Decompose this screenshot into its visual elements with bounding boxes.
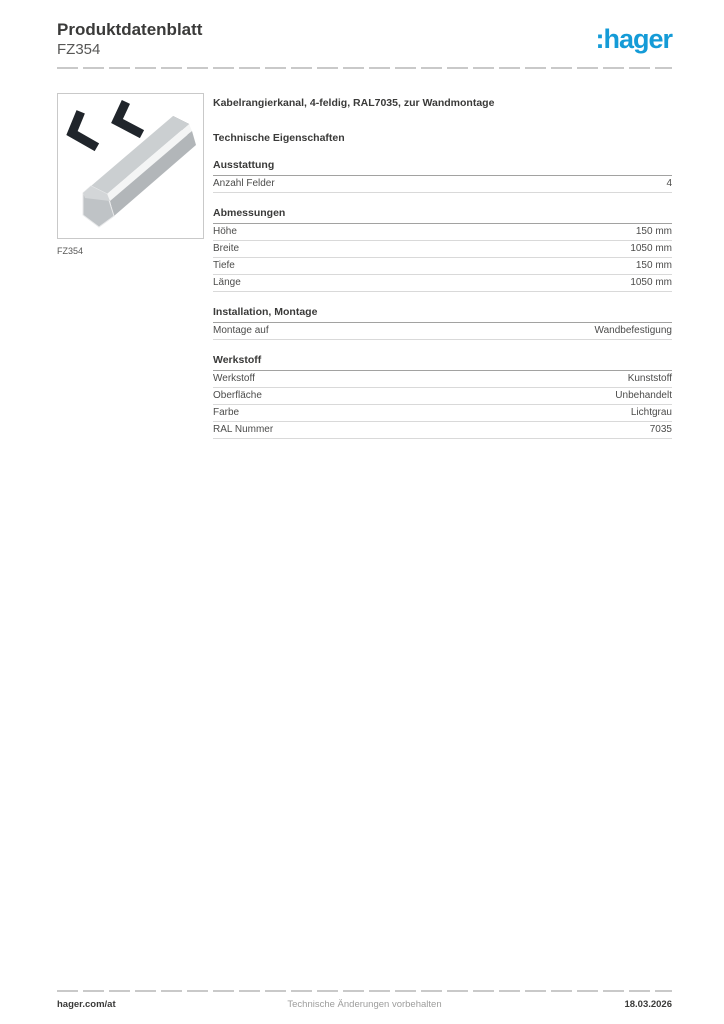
spec-row	[213, 241, 672, 258]
hager-logo: :hager	[595, 24, 672, 54]
header-product-code: FZ354	[57, 41, 101, 58]
spec-value: 1050 mm	[630, 277, 672, 288]
spec-label: Höhe	[213, 226, 237, 237]
spec-value: 150 mm	[635, 226, 672, 237]
spec-label: Breite	[213, 243, 240, 254]
spec-label: Anzahl Felder	[213, 178, 275, 189]
spec-value: Unbehandelt	[615, 390, 672, 401]
spec-row	[213, 323, 672, 340]
spec-row	[213, 422, 672, 439]
product-image-caption: FZ354	[57, 246, 84, 256]
spec-row	[213, 275, 672, 292]
spec-row	[213, 176, 672, 193]
spec-row	[213, 224, 672, 241]
spec-row	[213, 371, 672, 388]
spec-value: 150 mm	[635, 260, 672, 271]
spec-label: Farbe	[213, 407, 240, 418]
bracket-icon	[72, 106, 138, 145]
spec-group-title: Werkstoff	[213, 354, 672, 371]
product-illustration	[58, 94, 203, 238]
spec-group-ausstattung	[213, 159, 672, 193]
spec-group-installation	[213, 306, 672, 340]
spec-value: 1050 mm	[630, 243, 672, 254]
spec-value: 7035	[649, 424, 672, 435]
page-footer	[0, 990, 724, 1010]
spec-group-title: Abmessungen	[213, 207, 672, 224]
footer-divider	[57, 990, 672, 992]
spec-label: Werkstoff	[213, 373, 255, 384]
main-content	[57, 93, 672, 439]
spec-label: Oberfläche	[213, 390, 262, 401]
spec-group-werkstoff	[213, 354, 672, 439]
spec-value: Wandbefestigung	[594, 325, 672, 336]
footer-date: 18.03.2026	[624, 999, 672, 1010]
spec-row	[213, 405, 672, 422]
footer-disclaimer: Technische Änderungen vorbehalten	[287, 999, 442, 1010]
spec-label: Länge	[213, 277, 241, 288]
spec-group-abmessungen	[213, 207, 672, 292]
spec-label: RAL Nummer	[213, 424, 274, 435]
spec-column	[213, 93, 672, 439]
product-image	[57, 93, 204, 239]
footer-row	[57, 999, 672, 1010]
spec-row	[213, 258, 672, 275]
spec-value: Lichtgrau	[630, 407, 672, 418]
spec-row	[213, 388, 672, 405]
tech-properties-heading: Technische Eigenschaften	[213, 132, 345, 144]
product-image-column	[57, 93, 204, 439]
header-divider	[57, 67, 672, 69]
spec-group-title: Ausstattung	[213, 159, 672, 176]
header-titles	[57, 20, 202, 59]
product-title: Kabelrangierkanal, 4-feldig, RAL7035, zur Wandmontage	[213, 97, 495, 109]
footer-website: hager.com/at	[57, 999, 116, 1010]
spec-label: Montage auf	[213, 325, 269, 336]
spec-value: Kunststoff	[627, 373, 672, 384]
document-title: Produktdatenblatt	[57, 20, 203, 39]
page-header	[57, 20, 672, 59]
spec-group-title: Installation, Montage	[213, 306, 672, 323]
spec-value: 4	[666, 178, 672, 189]
spec-label: Tiefe	[213, 260, 235, 271]
